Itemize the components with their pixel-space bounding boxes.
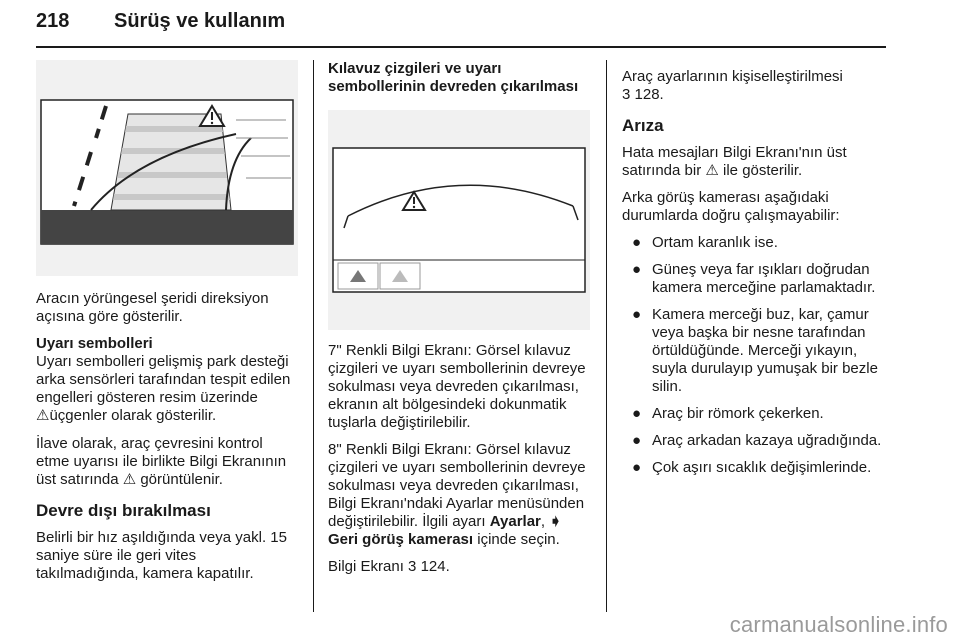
warning-symbols-text-1b: üçgenler olarak gösterilir. <box>49 407 217 424</box>
camera-display-figure <box>328 110 590 330</box>
info-display-ref: Bilgi Ekranı <box>328 558 404 575</box>
bullet-icon: ● <box>632 405 642 422</box>
warning-symbols-text-2b: görüntülenir. <box>140 471 223 488</box>
bullet-icon: ● <box>632 459 642 476</box>
figure-caption: Aracın yörüngesel şeridi direksiyon açısına göre gösterilir. <box>36 290 269 325</box>
fault-text-2: Arka görüş kamerası aşağıdaki durumlarda doğru çalışmayabilir: <box>622 189 840 224</box>
header-rule <box>36 46 886 48</box>
fault-text-1: Hata mesajları Bilgi Ekranı'nın üst satırında bir <box>622 144 847 179</box>
warning-icon: ⚠ <box>36 407 50 424</box>
column-1 <box>36 60 298 592</box>
bullet-icon: ● <box>632 234 642 251</box>
deactivation-title: Devre dışı bırakılması <box>36 501 211 520</box>
warning-icon: ⚠ <box>122 471 137 488</box>
personalization-ref: Araç ayarlarının kişiselleştirilmesi <box>622 68 843 85</box>
page-ref: 128. <box>634 86 664 103</box>
display-7-text: 7" Renkli Bilgi Ekranı: Görsel kılavuz çizgileri ve uyarı sembollerinin devreye sokulması veya devreden çıkarılması, ekranın alt bölgesindeki dokunmatik tuşlarla değiştirilebilir. <box>328 342 586 431</box>
column-divider-1 <box>313 60 314 612</box>
page-header <box>36 10 886 40</box>
list-item: ● Ortam karanlık ise. <box>632 234 778 251</box>
list-item: ● Araç bir römork çekerken. <box>632 405 824 422</box>
guidelines-title: Kılavuz çizgileri ve uyarı sembollerinin devreden çıkarılması <box>328 60 579 95</box>
fault-text-1b: ile gösterilir. <box>723 162 803 179</box>
list-item: ● Araç arkadan kazaya uğradığında. <box>632 432 882 449</box>
display-8-text-end: içinde seçin. <box>477 531 560 548</box>
fault-conditions-list <box>622 234 888 477</box>
list-item: ● Çok aşırı sıcaklık değişimlerinde. <box>632 459 872 476</box>
column-3 <box>622 68 888 486</box>
bullet-icon: ● <box>632 261 642 278</box>
ref-arrow-icon: 3 <box>408 558 417 575</box>
warning-symbols-text-1: Uyarı sembolleri gelişmiş park desteği arka sensörleri tarafından tespit edilen engelleri gösteren resim üzerinde <box>36 353 291 406</box>
arrow-icon: ➧ <box>549 513 562 530</box>
page-ref: 124. <box>420 558 450 575</box>
camera-guideline-figure <box>36 60 298 276</box>
deactivation-text: Belirli bir hız aşıldığında veya yakl. 15 saniye süre ile geri vites takılmadığında, kamera kapatılır. <box>36 529 287 582</box>
column-divider-2 <box>606 60 607 612</box>
bullet-icon: ● <box>632 432 642 449</box>
page-number: 218 <box>36 10 70 32</box>
section-title: Sürüş ve kullanım <box>114 10 286 32</box>
watermark: carmanualsonline.info <box>729 612 948 637</box>
warning-symbols-title: Uyarı sembolleri <box>36 335 153 352</box>
ref-arrow-icon: 3 <box>622 86 631 103</box>
menu-settings: Ayarlar <box>489 513 541 530</box>
warning-icon: ⚠ <box>705 162 719 179</box>
fault-title: Arıza <box>622 116 664 135</box>
list-item: ● Güneş veya far ışıkları doğrudan kamera merceğine parlamaktadır. <box>632 261 876 296</box>
bullet-icon: ● <box>632 306 642 323</box>
display-8-text: 8" Renkli Bilgi Ekranı: Görsel kılavuz çizgileri ve uyarı sembollerinin devreye sokulması veya devreden çıkarılması, Bilgi Ekranı'ndaki Ayarlar menüsünden değiştirilebilir. İlgili ayarı <box>328 441 586 530</box>
list-item: ● Kamera merceği buz, kar, çamur veya başka bir nesne tarafından örtüldüğünde. Merceği yıkayın, suyla durulayıp yumuşak bir bezle silin. <box>632 306 878 395</box>
column-2: Kılavuz çizgileri ve uyarı sembollerinin devreden çıkarılması 7" Renkli Bilgi Ekranı: Görsel kılavuz çizgileri ve uyarı sembollerinin devreye sokulması veya devreden çıkarılması, ekranın alt bölgesindeki dokunmatik tuşlarla değiştirilebilir. 8" Renkli Bilgi Ekranı: Görsel kılavuz çizgileri ve uyarı sembollerinin devreye sokulması veya devreden çıkarılması, Bilgi Ekranı'ndaki Ayarlar menüsünden değiştirilebilir. İlgili ayarı Ayarlar, ➧ Geri görüş kamerası içinde seçin. Bilgi Ekranı 3 124. <box>328 60 593 585</box>
warning-symbols-text-2: İlave olarak, araç çevresini kontrol etme uyarısı ile birlikte Bilgi Ekranının üst satırında <box>36 435 287 488</box>
menu-rear-camera: Geri görüş kamerası <box>328 531 474 548</box>
